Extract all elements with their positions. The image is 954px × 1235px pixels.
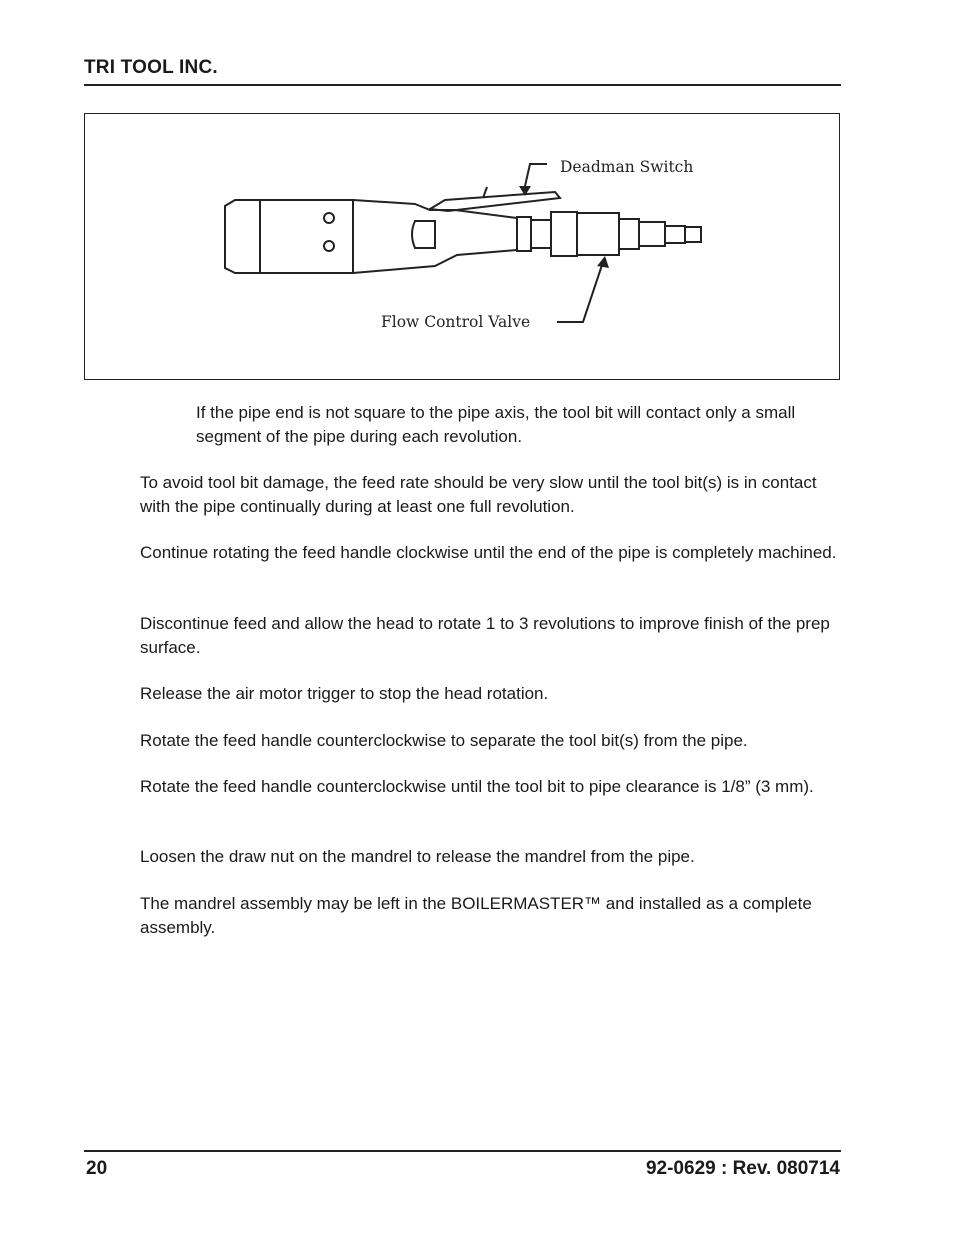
label-flow-control-valve: Flow Control Valve — [381, 313, 531, 331]
flow-control-valve — [551, 212, 577, 256]
header-rule — [84, 84, 841, 86]
fitting — [639, 222, 665, 246]
paragraph-7: Rotate the feed handle counterclockwise until the tool bit to pipe clearance is 1/8” (3 mm). — [140, 777, 814, 796]
motor-nose — [225, 200, 260, 273]
motor-body — [260, 200, 353, 273]
coupling-1 — [517, 217, 531, 251]
paragraph-4: Discontinue feed and allow the head to rotate 1 to 3 revolutions to improve finish of the prep surface. — [140, 614, 830, 657]
quick-connect — [665, 226, 685, 243]
air-motor-illustration — [85, 114, 841, 381]
footer-rule — [84, 1150, 841, 1152]
paragraph-3: Continue rotating the feed handle clockwise until the end of the pipe is completely machined. — [140, 543, 837, 562]
nipple — [685, 227, 701, 242]
valve-nut — [619, 219, 639, 249]
paragraph-6: Rotate the feed handle counterclockwise to separate the tool bit(s) from the pipe. — [140, 731, 748, 750]
paragraph-1: If the pipe end is not square to the pipe axis, the tool bit will contact only a small segment of the pipe during each revolution. — [196, 403, 796, 446]
body-window — [412, 221, 435, 248]
valve-body — [577, 213, 619, 255]
header-title: TRI TOOL INC. — [84, 57, 218, 78]
deadman-lever — [430, 192, 560, 211]
coupling-2 — [531, 220, 551, 248]
paragraph-2: To avoid tool bit damage, the feed rate should be very slow until the tool bit(s) is in contact with the pipe continually during at least one full revolution. — [140, 473, 817, 516]
paragraph-8: Loosen the draw nut on the mandrel to release the mandrel from the pipe. — [140, 847, 695, 866]
valve-arrowhead — [597, 256, 609, 268]
deadman-leader — [525, 164, 547, 186]
body-hole-bottom — [324, 241, 334, 251]
valve-leader — [557, 262, 603, 322]
page-number: 20 — [86, 1158, 108, 1179]
document-revision: 92-0629 : Rev. 080714 — [645, 1158, 840, 1179]
figure-air-motor-diagram — [84, 113, 840, 380]
label-deadman-switch: Deadman Switch — [560, 158, 694, 176]
body-hole-top — [324, 213, 334, 223]
paragraph-9: The mandrel assembly may be left in the BOILERMASTER™ and installed as a complete assembly. — [140, 894, 812, 937]
paragraph-5: Release the air motor trigger to stop the head rotation. — [140, 684, 549, 703]
